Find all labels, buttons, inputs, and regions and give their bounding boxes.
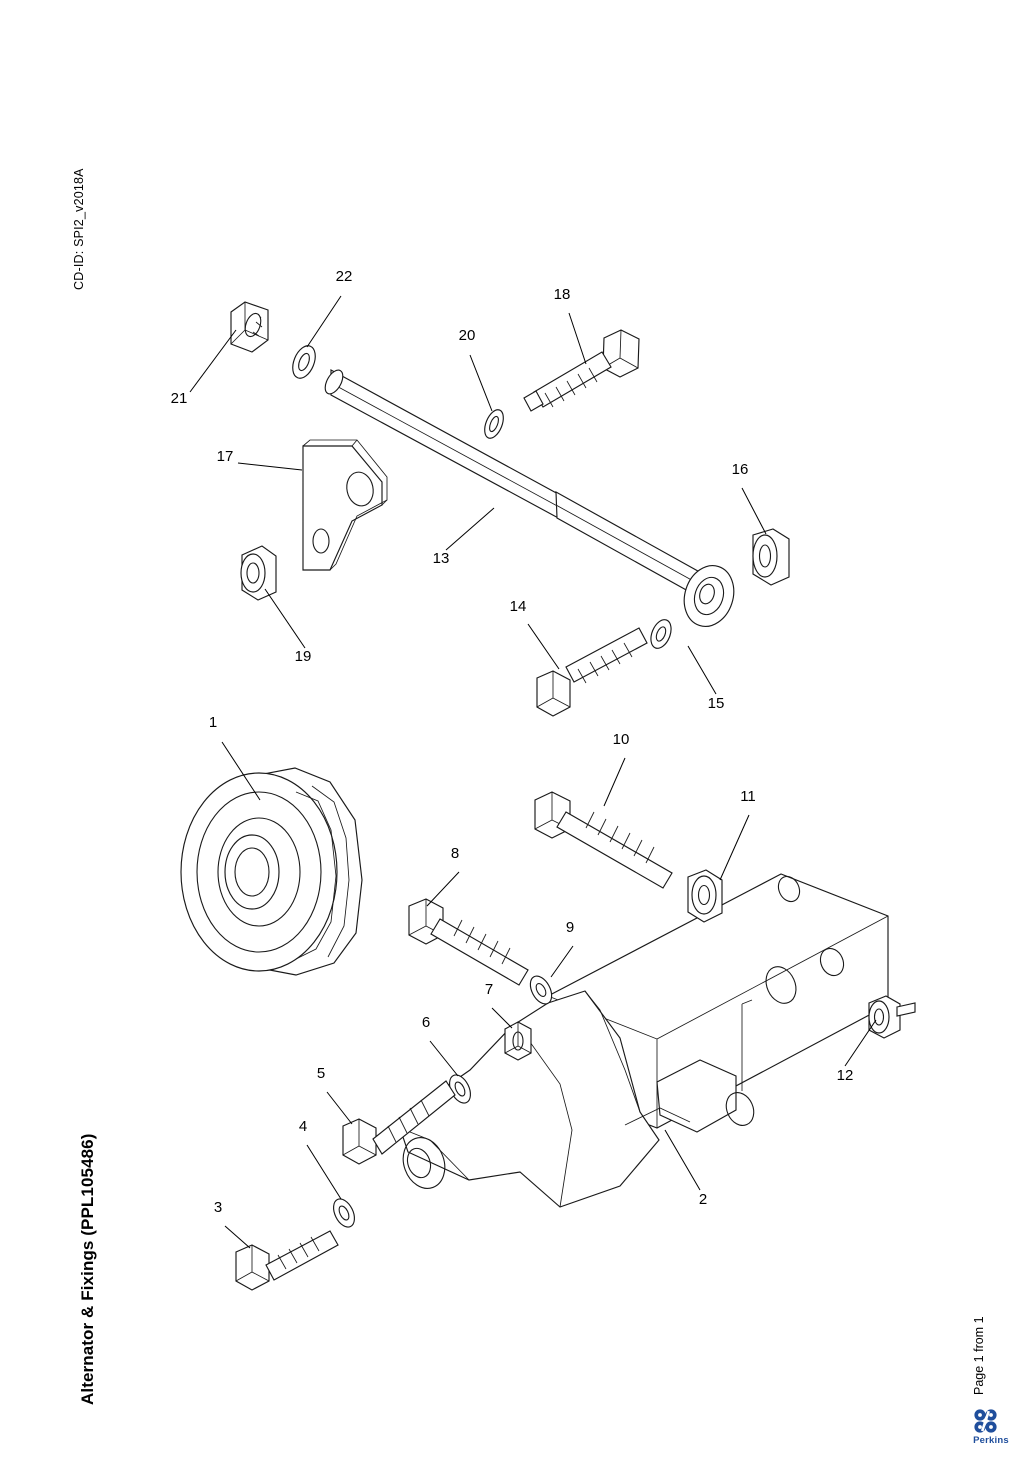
callout-1: 1 bbox=[208, 714, 218, 731]
callout-8: 8 bbox=[450, 845, 460, 862]
callout-19: 19 bbox=[294, 648, 312, 665]
page-title: Alternator & Fixings (PPL105486) bbox=[78, 1133, 97, 1405]
callout-7: 7 bbox=[484, 981, 494, 998]
callout-5: 5 bbox=[316, 1065, 326, 1082]
part-1-pulley bbox=[181, 768, 362, 975]
part-11-bush bbox=[688, 870, 722, 922]
callout-11: 11 bbox=[740, 788, 756, 805]
callout-6: 6 bbox=[421, 1014, 431, 1031]
part-21-nut bbox=[231, 302, 268, 352]
part-22-washer bbox=[288, 342, 319, 381]
callout-12: 12 bbox=[836, 1067, 854, 1084]
part-17-bracket bbox=[303, 440, 387, 570]
part-18-bolt bbox=[524, 330, 639, 411]
callout-22: 22 bbox=[335, 268, 353, 285]
part-4-washer bbox=[329, 1196, 358, 1231]
callout-13: 13 bbox=[432, 550, 450, 567]
callout-21: 21 bbox=[170, 390, 188, 407]
part-15-washer bbox=[647, 617, 675, 652]
cd-id-label: CD-ID: SPI2_v2018A bbox=[72, 168, 86, 290]
part-16-bush bbox=[753, 529, 789, 585]
callout-2: 2 bbox=[698, 1191, 708, 1208]
part-7-nut bbox=[505, 1022, 531, 1060]
callout-4: 4 bbox=[298, 1118, 308, 1135]
part-2-mounting-bracket bbox=[396, 873, 888, 1207]
part-12-bush bbox=[869, 996, 915, 1038]
callout-20: 20 bbox=[458, 327, 476, 344]
part-3-bolt bbox=[236, 1231, 338, 1290]
perkins-wordmark: Perkins bbox=[973, 1435, 1009, 1446]
part-8-bolt bbox=[409, 899, 528, 985]
callout-14: 14 bbox=[509, 598, 527, 615]
callout-17: 17 bbox=[216, 448, 234, 465]
page-count-label: Page 1 from 1 bbox=[972, 1316, 986, 1395]
part-19-spacer bbox=[241, 546, 276, 600]
callout-18: 18 bbox=[553, 286, 571, 303]
part-20-washer bbox=[481, 407, 507, 441]
part-14-bolt bbox=[537, 628, 647, 716]
callout-15: 15 bbox=[707, 695, 725, 712]
callout-3: 3 bbox=[213, 1199, 223, 1216]
callout-16: 16 bbox=[731, 461, 749, 478]
callout-9: 9 bbox=[565, 919, 575, 936]
part-10-bolt bbox=[535, 792, 672, 888]
callout-10: 10 bbox=[612, 731, 630, 748]
